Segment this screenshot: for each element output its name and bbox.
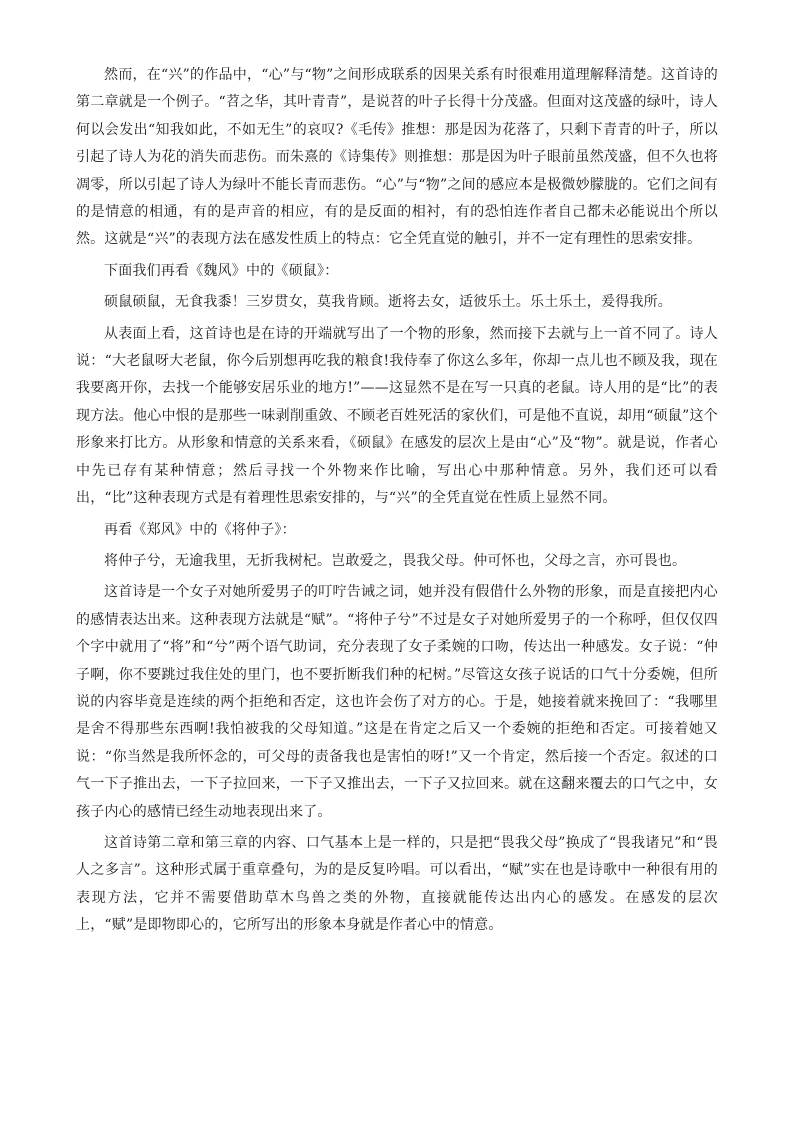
article-body [76,62,718,940]
paragraph-fu-conclusion: 这首诗第二章和第三章的内容、口气基本上是一样的，只是把“畏我父母”换成了“畏我诸兄”和“畏人之多言”。这种形式属于重章叠句，为的是反复吟唱。可以看出，“赋”实在也是诗歌中一种很有用的表现方法，它并不需要借助草木鸟兽之类的外物，直接就能传达出内心的感发。在感发的层次上，“赋”是即物即心的，它所写出的形象本身就是作者心中的情意。 [76,834,718,934]
paragraph-bi-analysis: 从表面上看，这首诗也是在诗的开端就写出了一个物的形象，然而接下去就与上一首不同了。诗人说：“大老鼠呀大老鼠，你今后别想再吃我的粮食!我侍奉了你这么多年，你却一点儿也不顾及我，现在我要离开你，去找一个能够安居乐业的地方!”——这显然不是在写一只真的老鼠。诗人用的是“比”的表现方法。他心中恨的是那些一味剥削重敛、不顾老百姓死活的家伙们，可是他不直说，却用“硕鼠”这个形象来打比方。从形象和情意的关系来看，《硕鼠》在感发的层次上是由“心”及“物”。就是说，作者心中先已存有某种情意；然后寻找一个外物来作比喻，写出心中那种情意。另外，我们还可以看出，“比”这种表现方式是有着理性思索安排的，与“兴”的全凭直觉在性质上显然不同。 [76,325,718,507]
paragraph-intro-shuoshu: 下面我们再看《魏风》中的《硕鼠》： [104,262,339,279]
poem-jiangzhongzi: 将仲子兮，无逾我里，无折我树杞。岂敢爱之，畏我父母。仲可怀也，父母之言，亦可畏也。 [104,552,687,569]
poem-shuoshu: 硕鼠硕鼠，无食我黍！三岁贯女，莫我肯顾。逝将去女，适彼乐土。乐土乐土，爰得我所。 [104,294,672,311]
paragraph-intro-jiangzhongzi: 再看《郑风》中的《将仲子》： [104,521,296,538]
paragraph-fu-analysis: 这首诗是一个女子对她所爱男子的叮咛告诫之词，她并没有假借什么外物的形象，而是直接把内心的感情表达出来。这种表现方法就是“赋”。“将仲子兮”不过是女子对她所爱男子的一个称呼，但仅仅四个字中就用了“将”和“兮”两个语气助词，充分表现了女子柔婉的口吻，传达出一种感发。女子说：“仲子啊，你不要跳过我住处的里门，也不要折断我们种的杞树。”尽管这女孩子说话的口气十分委婉，但所说的内容毕竟是连续的两个拒绝和否定，这也许会伤了对方的心。于是，她接着就来挽回了：“我哪里是舍不得那些东西啊!我怕被我的父母知道。”这是在肯定之后又一个委婉的拒绝和否定。可接着她又说：“你当然是我所怀念的，可父母的责备我也是害怕的呀!”又一个肯定，然后接一个否定。叙述的口气一下子推出去，一下子拉回来，一下子又推出去，一下子又拉回来。就在这翻来覆去的口气之中，女孩子内心的感情已经生动地表现出来了。 [76,584,718,820]
paragraph-xing-analysis: 然而，在“兴”的作品中，“心”与“物”之间形成联系的因果关系有时很难用道理解释清楚。这首诗的第二章就是一个例子。“苕之华，其叶青青”，是说苕的叶子长得十分茂盛。但面对这茂盛的绿叶，诗人何以会发出“知我如此，不如无生”的哀叹?《毛传》推想：那是因为花落了，只剩下青青的叶子，所以引起了诗人为花的消失而悲伤。而朱熹的《诗集传》则推想：那是因为叶子眼前虽然茂盛，但不久也将凋零，所以引起了诗人为绿叶不能长青而悲伤。“心”与“物”之间的感应本是极微妙朦胧的。它们之间有的是情意的相通，有的是声音的相应，有的是反面的相衬，有的恐怕连作者自己都未必能说出个所以然。这就是“兴”的表现方法在感发性质上的特点：它全凭直觉的触引，并不一定有理性的思索安排。 [76,67,718,248]
